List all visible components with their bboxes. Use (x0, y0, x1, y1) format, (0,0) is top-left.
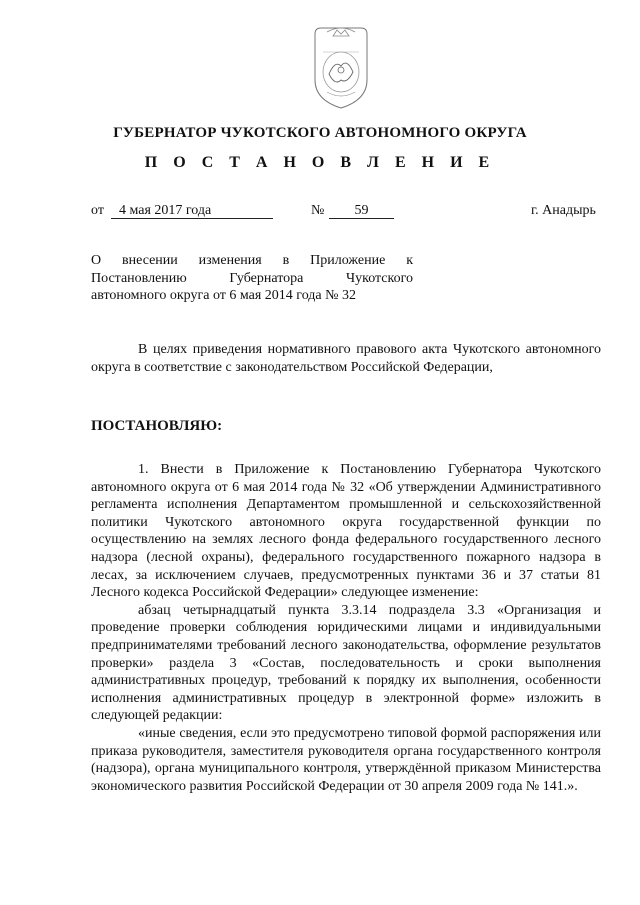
document-date: 4 мая 2017 года (111, 203, 273, 219)
preamble-paragraph (91, 341, 601, 376)
body-paragraph-2: абзац четырнадцатый пункта 3.3.14 подраздела 3.3 «Организация и проведение проверки соблюдения юридическими лицами и индивидуальными предпринимателями требований лесного законодательства, оформление результатов проверки» раздела 3 «Состав, последовательность и сроки выполнения административных процедур, требований к порядку их выполнения, особенности исполнения административных процедур в электронной форме» изложить в следующей редакции: (91, 602, 601, 724)
issue-place: г. Анадырь (531, 203, 596, 218)
authority-title: ГУБЕРНАТОР ЧУКОТСКОГО АВТОНОМНОГО ОКРУГА (113, 125, 527, 141)
body-paragraph-1: 1. Внести в Приложение к Постановлению Губернатора Чукотского автономного округа от 6 мая 2014 года № 32 «Об утверждении Административного регламента исполнения Департаментом промышленной и сельскохозяйственной политики Чукотского автономного округа государственной функции по осуществлению на землях лесного фонда федерального государственного лесного надзора (лесной охраны), федерального государственного пожарного надзора в лесах, за исключением случаев, предусмотренных пунктами 36 и 37 статьи 81 Лесного кодекса Российской Федерации» следующее изменение: (91, 462, 601, 601)
decree-heading: ПОСТАНОВЛЯЮ: (91, 418, 223, 434)
date-prefix: от (91, 203, 104, 218)
document-number: 59 (329, 203, 394, 219)
number-prefix: № (311, 203, 325, 218)
document-type-title: П О С Т А Н О В Л Е Н И Е (144, 154, 496, 171)
preamble-text: В целях приведения нормативного правового акта Чукотского автономного округа в соответствие с законодательством Российской Федерации, (91, 342, 601, 375)
coat-of-arms-emblem (305, 22, 377, 112)
document-subject: О внесении изменения в Приложение к Постановлению Губернатора Чукотского автономного округа от 6 мая 2014 года № 32 (91, 253, 413, 304)
decree-body (91, 461, 601, 795)
body-paragraph-3: «иные сведения, если это предусмотрено типовой формой распоряжения или приказа руководителя, заместителя руководителя органа государственного контроля (надзора), органа муниципального контроля, утверждённой приказом Министерства экономического развития Российской Федерации от 30 апреля 2009 года № 141.». (91, 725, 601, 794)
